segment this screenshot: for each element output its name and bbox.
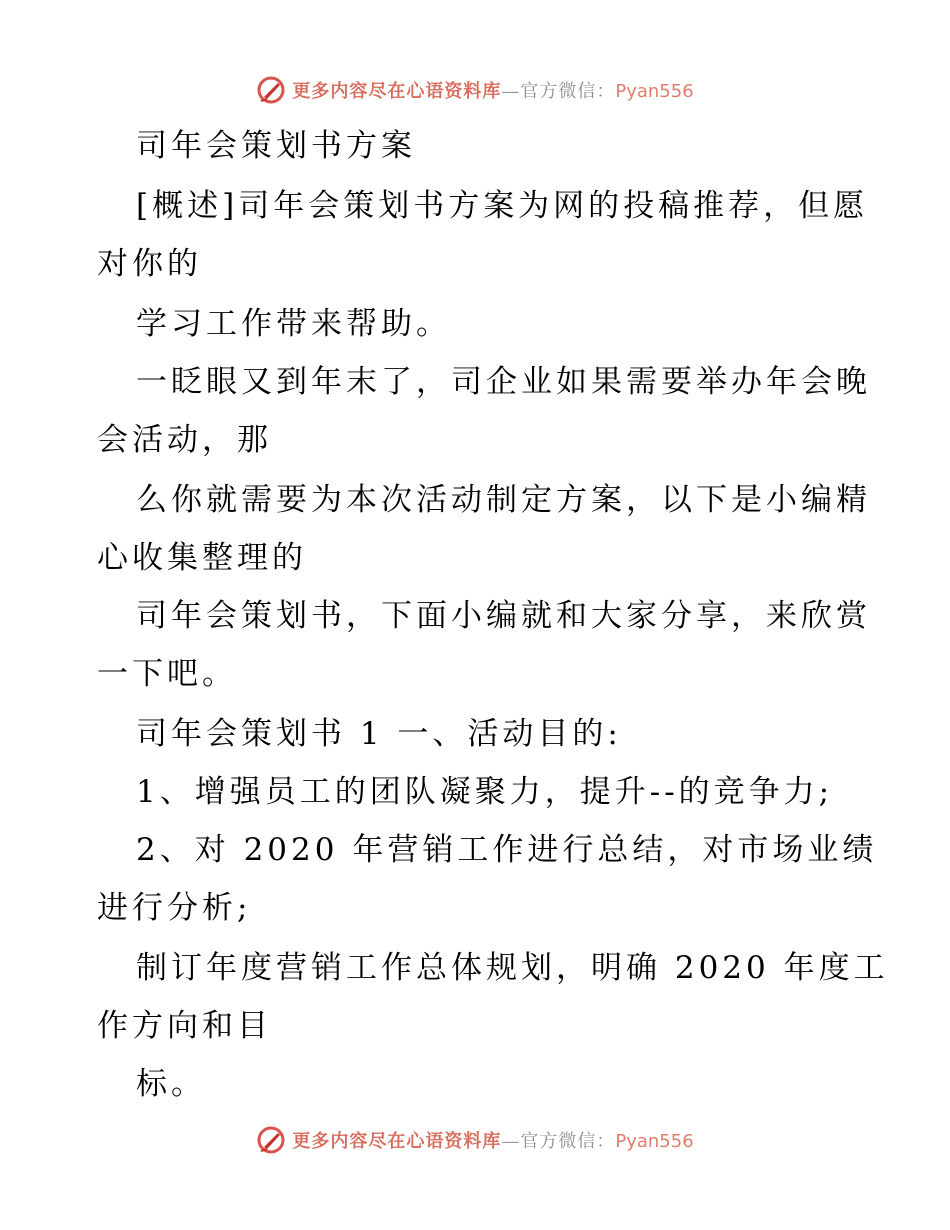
doc-title: 司年会策划书方案 [136, 128, 416, 164]
list-item: 2、对 2020 年营销工作进行总结，对市场业绩 [136, 832, 878, 868]
watermark-contact-id: Pyan556 [615, 81, 694, 102]
watermark-contact-id: Pyan556 [615, 1131, 694, 1152]
paragraph-line: 制订年度营销工作总体规划，明确 2020 年度工 [136, 950, 889, 986]
watermark-dash: — [501, 1131, 521, 1152]
watermark-text [292, 1127, 693, 1153]
paragraph-line: 心收集整理的 [97, 540, 307, 576]
watermark-contact-label: 官方微信： [520, 81, 616, 102]
watermark-contact-label: 官方微信： [520, 1131, 616, 1152]
list-item-cont: 进行分析; [97, 890, 252, 926]
watermark-dash: — [501, 81, 521, 102]
paragraph-line: 作方向和目 [97, 1008, 272, 1044]
paragraph-line: 一下吧。 [97, 656, 237, 692]
quill-seal-icon [256, 75, 286, 105]
summary-line: [概述]司年会策划书方案为网的投稿推荐，但愿 [136, 188, 869, 224]
watermark-text [292, 77, 693, 103]
summary-line-cont: 对你的 [97, 246, 202, 282]
quill-seal-icon [256, 1125, 286, 1155]
watermark-brand: 更多内容尽在心语资料库 [292, 81, 502, 102]
summary-line-end: 学习工作带来帮助。 [136, 306, 451, 342]
paragraph-line: 会活动，那 [97, 422, 272, 458]
paragraph-line: 么你就需要为本次活动制定方案，以下是小编精 [136, 482, 871, 518]
watermark-banner-bottom [0, 1120, 950, 1160]
paragraph-line: 标。 [136, 1066, 206, 1102]
watermark-banner-top [0, 70, 950, 110]
list-item: 1、增强员工的团队凝聚力，提升--的竞争力; [136, 774, 834, 810]
paragraph-line: 司年会策划书，下面小编就和大家分享，来欣赏 [136, 598, 871, 634]
watermark-brand: 更多内容尽在心语资料库 [292, 1131, 502, 1152]
paragraph-line: 一眨眼又到年末了，司企业如果需要举办年会晚 [136, 364, 871, 400]
section-heading: 司年会策划书 1 一、活动目的: [136, 716, 622, 752]
